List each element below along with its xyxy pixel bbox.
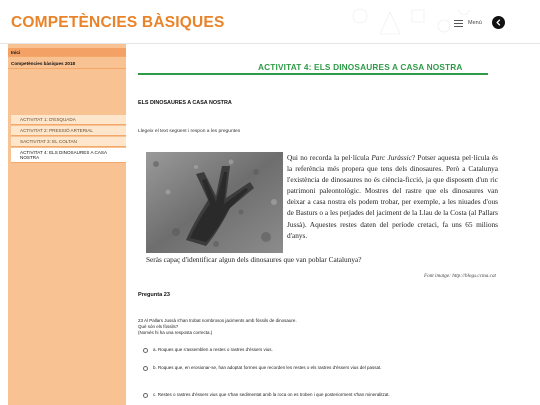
hamburger-icon — [454, 20, 463, 27]
menu-button[interactable] — [454, 17, 482, 29]
question-number: Pregunta 23 — [138, 292, 171, 298]
sidebar-nav — [8, 44, 126, 405]
reading-part-2: ? Potser aquesta pel·lícula és la referència més propera que tens dels dinosaures. Però a Catalunya l'existència de dinosaures no és ciència-ficció, ja que disposem d'un ric patrimoni paleontològic. Mostres del rastre que els dinosaures van deixar a casa nostra els podem trobar, per exemple, a les niuades d'ous de Basturs o a les petjades del jaciment de la Llau de la Costa (al Pallars Jussà). Aquestes restes daten del període cretaci, fa uns 65 milions d'anys. — [287, 153, 498, 240]
site-header — [0, 0, 540, 44]
question-statement — [138, 318, 297, 336]
radio-button-a[interactable] — [143, 348, 148, 353]
option-label: b. Roques que, en erosionar-se, han adoptat formes que recorden les restes o els rastres d'éssers vius del passat. — [153, 365, 382, 370]
film-title: Parc Juràssic — [371, 153, 412, 162]
radio-button-b[interactable] — [143, 366, 148, 371]
title-divider — [138, 73, 488, 75]
reading-question: Seràs capaç d'identificar algun dels dinosaures que van poblar Catalunya? — [146, 255, 362, 264]
activity-title: ACTIVITAT 4: ELS DINOSAURES A CASA NOSTRA — [258, 62, 463, 72]
sidebar-item-activitat-4[interactable]: ACTIVITAT 4: ELS DINOSAURES A CASA NOSTRA — [11, 148, 126, 163]
sidebar-item-activitat-3[interactable]: SACTIVITAT 3: EL COLTAN — [11, 137, 126, 147]
option-label: a. Roques que s'assemblen a restes o rastres d'éssers vius. — [153, 347, 273, 352]
radio-button-c[interactable] — [143, 393, 148, 398]
image-spacer — [146, 152, 287, 253]
chevron-left-icon — [495, 19, 502, 26]
answer-option-c[interactable] — [143, 392, 433, 398]
answer-option-a[interactable] — [143, 347, 433, 353]
option-label: c. Restes o rastres d'éssers vius que s'han sedimentat amb la roca on es troben i que posteriorment s'han mineralitzat. — [153, 392, 390, 397]
question-line-1: 23 Al Pallars Jussà s'han trobat nombrosos jaciments amb fòssils de dinosaure. — [138, 318, 297, 323]
site-title[interactable]: COMPETÈNCIES BÀSIQUES — [11, 14, 225, 31]
reading-text — [146, 152, 498, 253]
menu-label: Menú — [468, 20, 482, 26]
sidebar-item-competencies[interactable]: Competències bàsiques 2018 — [8, 58, 126, 69]
answer-option-b[interactable] — [143, 365, 433, 371]
question-line-3: (Només hi ha una resposta correcta.) — [138, 330, 213, 335]
question-line-2: Què són els fòssils? — [138, 324, 179, 329]
image-source: Font imatge: http://blogs.ccma.cat — [423, 273, 496, 279]
sidebar-item-activitat-2[interactable]: ACTIVITAT 2: PRESSIÓ ARTERIAL — [11, 126, 126, 136]
sidebar-item-inici[interactable]: Inici — [8, 48, 126, 57]
sidebar-item-activitat-1[interactable]: ACTIVITAT 1: D'ESQUADA — [11, 115, 126, 125]
instructions-text: Llegeix el text següent i respon a les preguntes — [138, 129, 241, 134]
reading-part-1: Qui no recorda la pel·lícula — [287, 153, 372, 162]
section-title: ELS DINOSAURES A CASA NOSTRA — [138, 100, 232, 106]
main-content — [126, 44, 540, 405]
back-button[interactable] — [492, 16, 505, 29]
